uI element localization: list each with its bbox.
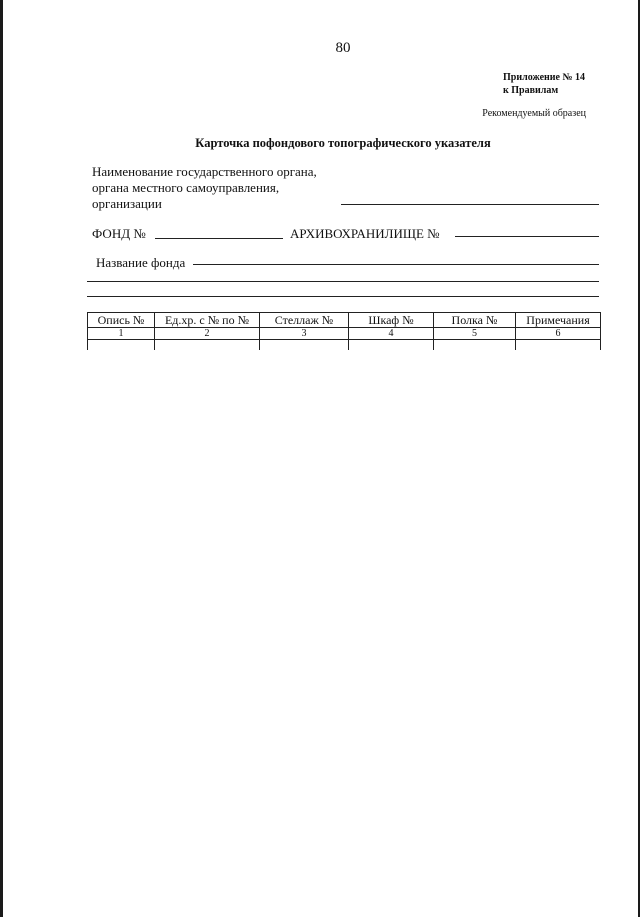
column-number: 3: [260, 328, 349, 340]
column-header-notes: Примечания: [516, 313, 601, 328]
document-title: Карточка пофондового топографического указателя: [195, 136, 491, 150]
archive-storage-label: АРХИВОХРАНИЛИЩЕ №: [290, 226, 440, 241]
column-number: 5: [434, 328, 516, 340]
column-number: 1: [88, 328, 155, 340]
fond-name-label: Название фонда: [96, 255, 186, 270]
organization-label-line-2: органа местного самоуправления,: [92, 180, 280, 195]
table-cell[interactable]: [88, 340, 155, 351]
recommended-sample-note: Рекомендуемый образец: [482, 108, 586, 119]
table-cell[interactable]: [349, 340, 434, 351]
organization-name-field[interactable]: [341, 204, 599, 205]
column-header-rack: Стеллаж №: [260, 313, 349, 328]
column-number: 4: [349, 328, 434, 340]
table-cell[interactable]: [155, 340, 260, 351]
column-number: 6: [516, 328, 601, 340]
archive-storage-field[interactable]: [455, 236, 599, 237]
column-number-row: [88, 328, 601, 340]
fond-name-field-line-3[interactable]: [87, 296, 599, 297]
column-number: 2: [155, 328, 260, 340]
fond-number-field[interactable]: [155, 238, 283, 239]
fond-name-field-line-2[interactable]: [87, 281, 599, 282]
column-header-inventory: Опись №: [88, 313, 155, 328]
table-cell[interactable]: [516, 340, 601, 351]
fond-number-label: ФОНД №: [92, 226, 146, 241]
table-row: [88, 340, 601, 351]
appendix-line-2: к Правилам: [503, 85, 559, 96]
table-cell[interactable]: [260, 340, 349, 351]
column-header-storage-units: Ед.хр. с № по №: [155, 313, 260, 328]
organization-label-line-1: Наименование государственного органа,: [92, 164, 317, 179]
table-cell[interactable]: [434, 340, 516, 351]
organization-label: [92, 164, 317, 212]
column-header-shelf: Полка №: [434, 313, 516, 328]
table-header-row: [88, 313, 601, 328]
appendix-line-1: Приложение № 14: [503, 72, 586, 83]
appendix-reference: [503, 71, 585, 97]
topographic-index-table: [87, 312, 601, 350]
fond-name-field[interactable]: [193, 264, 599, 265]
organization-label-line-3: организации: [92, 196, 162, 211]
page-number: 80: [335, 40, 351, 56]
column-header-cabinet: Шкаф №: [349, 313, 434, 328]
